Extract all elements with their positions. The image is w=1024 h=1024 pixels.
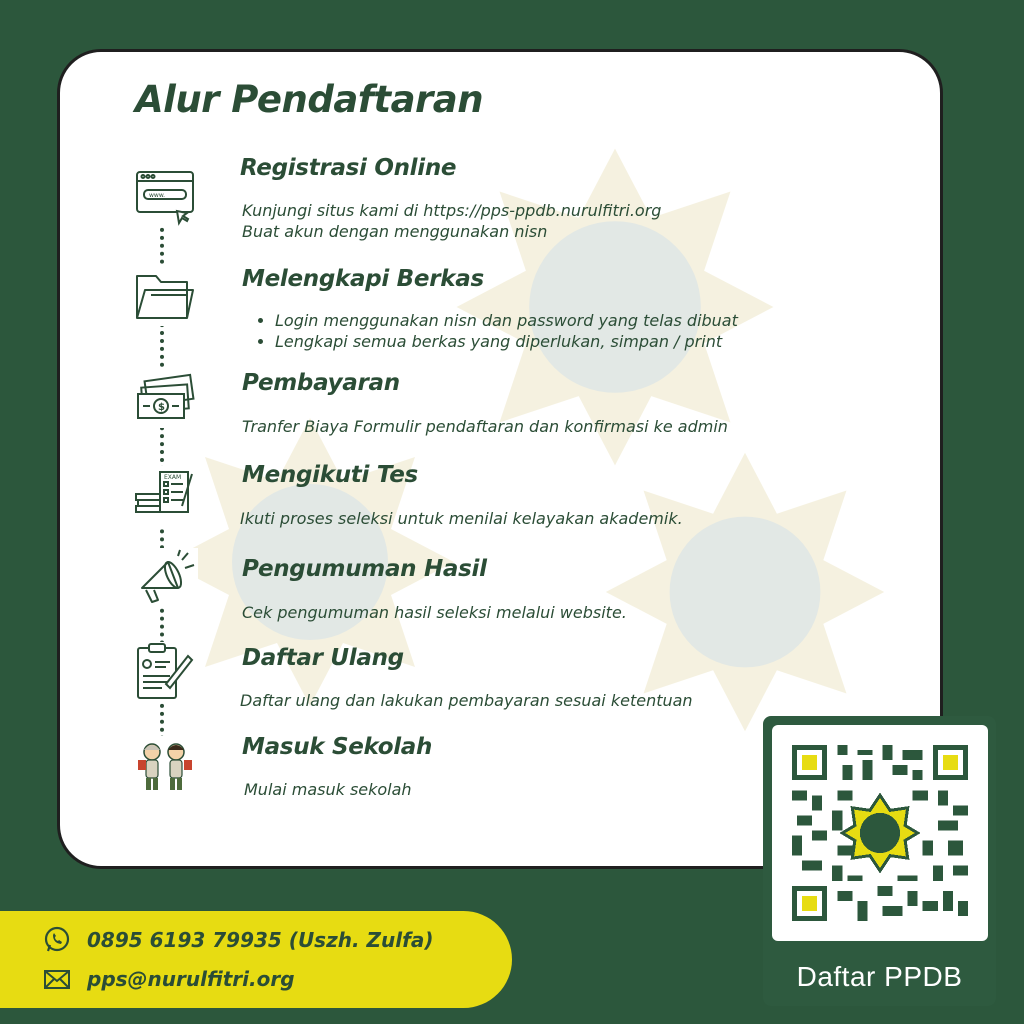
step-description bbox=[244, 779, 412, 800]
step-description bbox=[242, 200, 661, 242]
qr-code-icon bbox=[792, 745, 968, 921]
step-title: Mengikuti Tes bbox=[242, 462, 418, 488]
step-bullet-item: • Login menggunakan nisn dan password yang telas dibuat bbox=[275, 310, 738, 331]
clipboard-icon bbox=[132, 642, 198, 702]
contact-phone-row[interactable] bbox=[43, 925, 433, 955]
step-description bbox=[242, 602, 627, 623]
step-description-line: Buat akun dengan menggunakan nisn bbox=[242, 222, 548, 241]
contact-email-row[interactable] bbox=[43, 964, 295, 994]
svg-text:EXAM: EXAM bbox=[164, 474, 182, 481]
exam-icon bbox=[132, 466, 198, 526]
contact-phone: 0895 6193 79935 (Uszh. Zulfa) bbox=[87, 928, 434, 952]
money-icon bbox=[132, 368, 198, 428]
svg-text:www.: www. bbox=[149, 192, 166, 199]
step-description-line: Daftar ulang dan lakukan pembayaran sesuai ketentuan bbox=[240, 691, 693, 710]
step-description-line: Ikuti proses seleksi untuk menilai kelayakan akademik. bbox=[240, 509, 683, 528]
step-description bbox=[240, 690, 693, 711]
page-title: Alur Pendaftaran bbox=[135, 78, 484, 121]
svg-text:$: $ bbox=[158, 402, 165, 413]
qr-label: Daftar PPDB bbox=[796, 961, 963, 992]
envelope-icon bbox=[43, 965, 71, 993]
step-description bbox=[242, 416, 728, 437]
folder-icon bbox=[132, 266, 198, 326]
step-description bbox=[240, 508, 683, 529]
step-title: Registrasi Online bbox=[240, 155, 457, 181]
step-title: Melengkapi Berkas bbox=[242, 266, 484, 292]
step-title: Masuk Sekolah bbox=[242, 734, 433, 760]
step-description-line: Cek pengumuman hasil seleksi melalui website. bbox=[242, 603, 627, 622]
step-description-line: Kunjungi situs kami di https://pps-ppdb.nurulfitri.org bbox=[242, 201, 662, 220]
step-description-line: Mulai masuk sekolah bbox=[244, 780, 412, 799]
qr-registration-panel[interactable] bbox=[763, 716, 996, 1006]
step-description-line: Tranfer Biaya Formulir pendaftaran dan konfirmasi ke admin bbox=[242, 417, 728, 436]
step-description bbox=[243, 310, 738, 352]
contact-strip bbox=[0, 911, 512, 1008]
megaphone-icon bbox=[132, 548, 198, 608]
step-title: Pembayaran bbox=[242, 370, 400, 396]
students-icon bbox=[132, 736, 198, 796]
step-title: Pengumuman Hasil bbox=[242, 556, 487, 582]
website-browser-icon bbox=[132, 166, 198, 226]
contact-email: pps@nurulfitri.org bbox=[87, 967, 295, 991]
qr-code[interactable] bbox=[772, 725, 988, 941]
step-bullet-item: • Lengkapi semua berkas yang diperlukan, simpan / print bbox=[275, 331, 738, 352]
step-title: Daftar Ulang bbox=[242, 645, 404, 671]
whatsapp-icon bbox=[43, 926, 71, 954]
